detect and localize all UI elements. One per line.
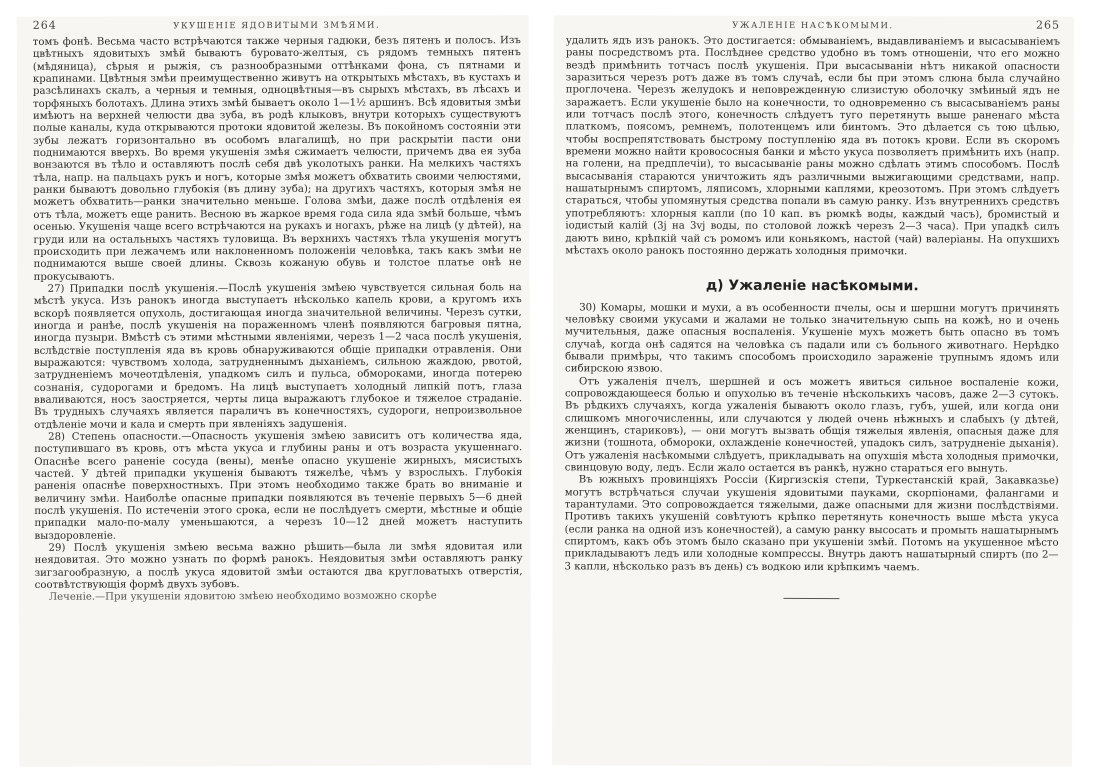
right-page <box>552 15 1074 766</box>
left-page <box>17 15 532 767</box>
right-body-text <box>564 35 1059 599</box>
right-paragraph-4: Въ южныхъ провинціяхъ Россіи (Киргизскія степи, Туркестанскій край, Закавказье) могутъ встрѣчаться случаи укушенія ядовитыми пауками, скорпіонами, фалангами и тарантулами. Это сопровождается тяжелыми, даже опасными для жизни послѣдствіями. Противъ такихъ укушеній совѣтуютъ крѣпко перетянуть конечность выше мѣста укуса (если ранка на одной изъ конечностей), а самую ранку высосать и промыть нашатырнымъ спиртомъ, какъ объ этомъ было сказано при укушеніи змѣй. Потомъ на укушенное мѣсто прикладываютъ ледъ или холодные компрессы. Внутрь даютъ нашатырный спиртъ (по 2—3 капли, нѣсколько разъ въ день) съ водкою или крѣпкимъ чаемъ. <box>564 474 1059 574</box>
right-paragraph-2: 30) Комары, мошки и мухи, а въ особенности пчелы, осы и шершни могутъ причинять человѣку своими укусами и жалами не только значительную сыпь на кожѣ, но и очень мучительныя, даже опасныя воспаленія. Укушеніе мухъ можетъ быть опасно въ томъ случаѣ, когда онѣ садятся на человѣка съ падали или съ больного животнаго. Нерѣдко бывали примѣры, что такимъ способомъ происходило зараженіе трупнымъ ядомъ или сибирскою язвою. <box>565 301 1060 375</box>
left-paragraph-5: Леченіе.—При укушеніи ядовитою змѣею необходимо возможно скорѣе <box>48 590 437 604</box>
right-running-head <box>566 17 1060 34</box>
left-paragraph-1: томъ фонѣ. Весьма часто встрѣчаются также черныя гадюки, безъ пятенъ и полосъ. Изъ цвѣтныхъ ядовитыхъ змѣй бываютъ буровато-желтыя, съ рядомъ темныхъ пятенъ (мѣдяница), сѣрыя и рыжія, съ разнообразными оттѣнками фона, съ пятнами и крапинами. Цвѣтныя змѣи преимущественно живутъ на открытыхъ мѣстахъ, въ кустахъ и разсѣлинахъ скалъ, а черныя и темныя, одноцвѣтныя—въ сырыхъ мѣстахъ, въ лѣсахъ и торфяныхъ болотахъ. Длина этихъ змѣй бываетъ около 1—1½ аршинъ. Всѣ ядовитыя змѣи имѣютъ на верхней челюсти два зуба, въ родѣ клыковъ, внутри которыхъ существуютъ полые каналы, куда открываются протоки ядовитой железы. Въ покойномъ состояніи эти зубы лежатъ горизонтально въ особомъ влагалищѣ, но при раскрытіи пасти они поднимаются вверхъ. Во время укушенія змѣя сжимаетъ челюсти, причемъ два ея зуба вонзаются въ тѣло и оставляютъ послѣ себя двѣ уколотыхъ ранки. На мелкихъ частяхъ тѣла, напр. на пальцахъ рукъ и ногъ, которые змѣя можетъ обхватить своими челюстями, ранки бываютъ довольно глубокія (въ длину зуба); на другихъ частяхъ, которыя змѣя не можетъ обхватить—ранки значительно меньше. Голова змѣи, даже послѣ отдѣленія ея отъ тѣла, можетъ еще ранить. Весною въ жаркое время года сила яда змѣй больше, чѣмъ осенью. Укушенія чаще всего встрѣчаются на рукахъ и ногахъ, рѣже на лицѣ (у дѣтей), на груди или на остальныхъ частяхъ туловища. Въ верхнихъ частяхъ тѣла укушенія могутъ происходить при лежачемъ или наклоненномъ положеніи человѣка, такъ какъ змѣи не поднимаются выше своей длины. Сквозь кожаную обувь и толстое платье онѣ не прокусываютъ. <box>32 35 522 283</box>
left-paragraph-4: 29) Послѣ укушенія змѣею весьма важно рѣшить—была ли змѣя ядовитая или неядовитая. Это можно узнать по формѣ ранокъ. Неядовитыя змѣи оставляютъ ранку зигзагообразную, а послѣ укуса ядовитой змѣи остаются два кругловатыхъ отверстія, соотвѣтствующія формѣ двухъ зубовъ. <box>34 541 523 591</box>
right-paragraph-1: удалить ядъ изъ ранокъ. Это достигается: обмываніемъ, выдавливаніемъ и высасываніемъ раны посредствомъ рта. Послѣднее средство удобно въ томъ отношеніи, что его можно вездѣ примѣнить тотчасъ послѣ укушенія. При высасываніи нѣтъ никакой опасности заразиться черезъ ротъ даже въ томъ случаѣ, если бы при этомъ слюна была случайно проглочена. Черезъ желудокъ и неповрежденную слизистую оболочку змѣиный ядъ не заражаетъ. Если укушеніе было на конечности, то одновременно съ высасываніемъ раны или тотчасъ послѣ этого, конечность слѣдуетъ туго перетянуть выше раненаго мѣста платкомъ, поясомъ, ремнемъ, полотенцемъ или бинтомъ. Это дѣлается съ тою цѣлью, чтобы воспрепятствовать быстрому поступленію яда въ потокъ крови. Если въ скоромъ времени можно найти кровососныя банки и мѣсто укуса позволяетъ примѣнить ихъ (напр. на голени, на предплечіи), то высасываніе раны можно сдѣлать этимъ способомъ. Послѣ высасыванія стараются уничтожить ядъ различными выжигающими средствами, напр. нашатырнымъ спиртомъ, ляписомъ, хлорными каплями, креозотомъ. При этомъ слѣдуетъ стараться, чтобы упомянутыя средства попали въ самую ранку. Изъ внутреннихъ средствъ употребляютъ: хлорныя капли (по 10 кап. въ рюмкѣ воды, каждый часъ), бромистый и іодистый калій (3j на 3vj воды, по столовой ложкѣ черезъ 2—3 часа). При упадкѣ силъ даютъ вино, крѣпкій чай съ ромомъ или коньякомъ, настой (чай) валеріаны. На опухшихъ мѣстахъ около ранокъ постоянно держать холодныя примочки. <box>565 35 1060 258</box>
left-paragraph-2: 27) Припадки послѣ укушенія.—Послѣ укушенія змѣею чувствуется сильная боль на мѣстѣ укуса. Изъ ранокъ иногда выступаетъ нѣсколько капель крови, а кругомъ ихъ вскорѣ появляется опухоль, достигающая иногда значительной величины. Черезъ сутки, иногда и ранѣе, послѣ укушенія на пораженномъ членѣ появляются багровыя пятна, иногда пузыри. Вмѣстѣ съ этими мѣстными явленіями, черезъ 1—2 часа послѣ укушенія, вслѣдствіе поступленія яда въ кровь обнаруживаются общіе припадки отравленія. Они выражаются: чувствомъ холода, затрудненнымъ дыханіемъ, сильною жаждою, рвотой, затрудненіемъ мочеотдѣленія, упадкомъ силъ и пульса, обмороками, иногда потерею сознанія, судорогами и бредомъ. На лицѣ выступаетъ холодный липкій потъ, глаза вваливаются, носъ заостряется, черты лица выражаютъ глубокое и тяжелое страданіе. Въ трудныхъ случаяхъ является параличъ въ конечностяхъ, судороги, непроизвольное отдѣленіе мочи и кала и смерть при явленіяхъ задушенія. <box>33 282 523 431</box>
left-body-text <box>33 35 523 605</box>
left-running-title: УКУШЕНІЕ ЯДОВИТЫМИ ЗМѢЯМИ. <box>173 20 381 32</box>
left-page-number: 264 <box>32 18 57 32</box>
left-paragraph-3: 28) Степень опасности.—Опасность укушенія змѣею зависитъ отъ количества яда, поступившаго въ кровь, отъ мѣста укуса и глубины раны и отъ возраста укушеннаго. Опаснѣе всего раненіе сосуда (вены), менѣе опасно укушеніе жирныхъ, мясистыхъ частей. У дѣтей припадки укушенія бываютъ тяжелѣе, чѣмъ у взрослыхъ. Глубокія раненія опаснѣе поверхностныхъ. При этомъ необходимо также брать во вниманіе и величину змѣи. Наиболѣе опасные припадки появляются въ теченіе первыхъ 5—6 дней послѣ укушенія. По истеченіи этого срока, если не послѣдуетъ смерти, мѣстные и общіе припадки мало-по-малу уменьшаются, а черезъ 10—12 дней можетъ наступить выздоровленіе. <box>34 430 523 542</box>
section-heading: д) Ужаленіе насѣкомыми. <box>705 277 919 295</box>
right-paragraph-3: Отъ ужаленія пчелъ, шершней и осъ можетъ явиться сильное воспаленіе кожи, сопровождающееся болью и опухолью въ теченіе нѣсколькихъ часовъ, даже 2—3 сутокъ. Въ рѣдкихъ случаяхъ, когда ужаленія бываютъ около глазъ, губъ, ушей, или когда они слишкомъ многочисленны, или случаются у людей очень нѣжныхъ и слабыхъ (у дѣтей, женщинъ, стариковъ), — они могутъ вызвать общія тяжелыя явленія, опасныя даже для жизни (тошнота, обмороки, охлажденіе конечностей, упадокъ силъ, затрудненіе дыханія). Отъ ужаленія насѣкомыми слѣдуетъ, прикладывать на опухшія мѣста холодныя примочки, свинцовую воду, ледъ. Если жало остается въ ранкѣ, нужно стараться его вынуть. <box>564 375 1060 475</box>
left-running-head <box>33 17 521 35</box>
right-page-number: 265 <box>1035 18 1060 32</box>
right-running-title: УЖАЛЕНІЕ НАСѢКОМЫМИ. <box>732 20 894 32</box>
end-rule <box>783 598 839 599</box>
